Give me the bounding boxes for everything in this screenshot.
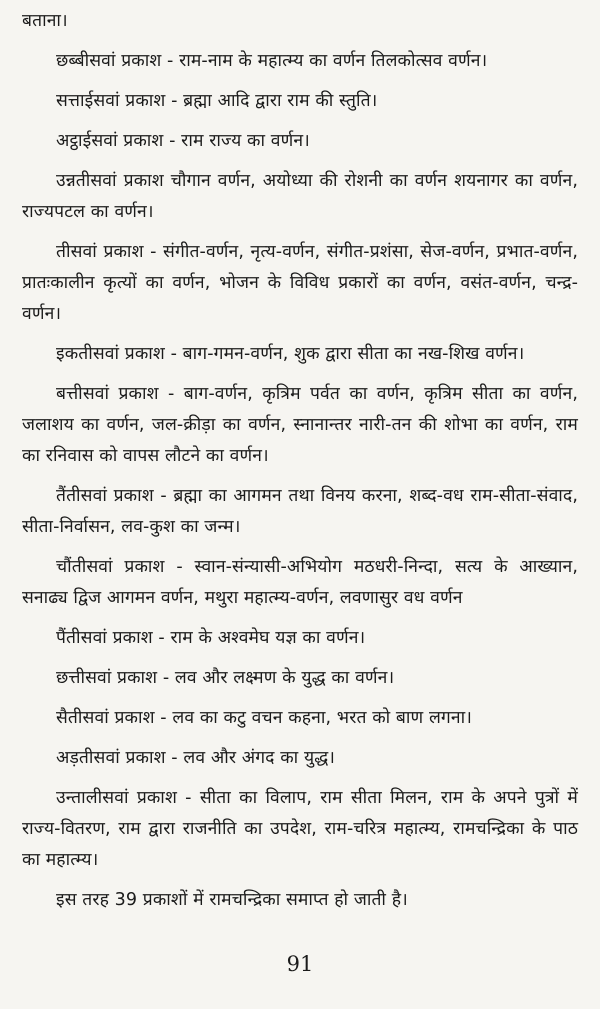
paragraph-chapter-35: पैंतीसवां प्रकाश - राम के अश्वमेघ यज्ञ का वर्णन। — [56, 628, 366, 648]
paragraph-chapter-39: उन्तालीसवां प्रकाश - सीता का विलाप, राम सीता मिलन, राम के अपने पुत्रों में राज्य-वितरण, राम द्वारा राजनीति का उपदेश, राम-चरित्र महात्म्य, रामचन्द्रिका के पाठ का महात्म्य। — [22, 788, 578, 870]
paragraph-chapter-31: इकतीसवां प्रकाश - बाग-गमन-वर्णन, शुक द्वारा सीता का नख-शिख वर्णन। — [56, 344, 525, 364]
paragraph-conclusion: इस तरह 39 प्रकाशों में रामचन्द्रिका समाप्त हो जाती है। — [56, 890, 408, 910]
paragraph-chapter-33: तैंतीसवां प्रकाश - ब्रह्मा का आगमन तथा विनय करना, शब्द-वध राम-सीता-संवाद, सीता-निर्वासन, लव-कुश का जन्म। — [22, 486, 578, 537]
paragraph-chapter-29: उन्नतीसवां प्रकाश चौगान वर्णन, अयोध्या की रोशनी का वर्णन शयनागर का वर्णन, राज्यपटल का वर्णन। — [22, 171, 578, 222]
paragraph-chapter-37: सैतीसवां प्रकाश - लव का कटु वचन कहना, भरत को बाण लगना। — [56, 708, 472, 728]
paragraph-chapter-32: बत्तीसवां प्रकाश - बाग-वर्णन, कृत्रिम पर्वत का वर्णन, कृत्रिम सीता का वर्णन, जलाशय का वर्णन, जल-क्रीड़ा का वर्णन, स्नानान्तर नारी-तन की शोभा का वर्णन, राम का रनिवास को वापस लौटने का वर्णन। — [22, 384, 578, 466]
paragraph-chapter-27: सत्ताईसवां प्रकाश - ब्रह्मा आदि द्वारा राम की स्तुति। — [56, 91, 378, 111]
paragraph-chapter-36: छत्तीसवां प्रकाश - लव और लक्ष्मण के युद्ध का वर्णन। — [56, 668, 395, 688]
paragraph-chapter-34: चौंतीसवां प्रकाश - स्वान-संन्यासी-अभियोग मठधरी-निन्दा, सत्य के आख्यान, सनाढ्य द्विज आगमन वर्णन, मथुरा महात्म्य-वर्णन, लवणासुर वध वर्णन — [22, 557, 578, 608]
page-number: 91 — [286, 952, 314, 976]
paragraph-chapter-30: तीसवां प्रकाश - संगीत-वर्णन, नृत्य-वर्णन, संगीत-प्रशंसा, सेज-वर्णन, प्रभात-वर्णन, प्रातःकालीन कृत्यों का वर्णन, भोजन के विविध प्रकारों का वर्णन, वसंत-वर्णन, चन्द्र-वर्णन। — [22, 242, 578, 324]
paragraph-chapter-38: अड़तीसवां प्रकाश - लव और अंगद का युद्ध। — [56, 748, 336, 768]
paragraph-continuation: बताना। — [22, 11, 68, 31]
paragraph-chapter-28: अट्ठाईसवां प्रकाश - राम राज्य का वर्णन। — [56, 131, 310, 151]
paragraph-chapter-26: छब्बीसवां प्रकाश - राम-नाम के महात्म्य का वर्णन तिलकोत्सव वर्णन। — [56, 51, 488, 71]
